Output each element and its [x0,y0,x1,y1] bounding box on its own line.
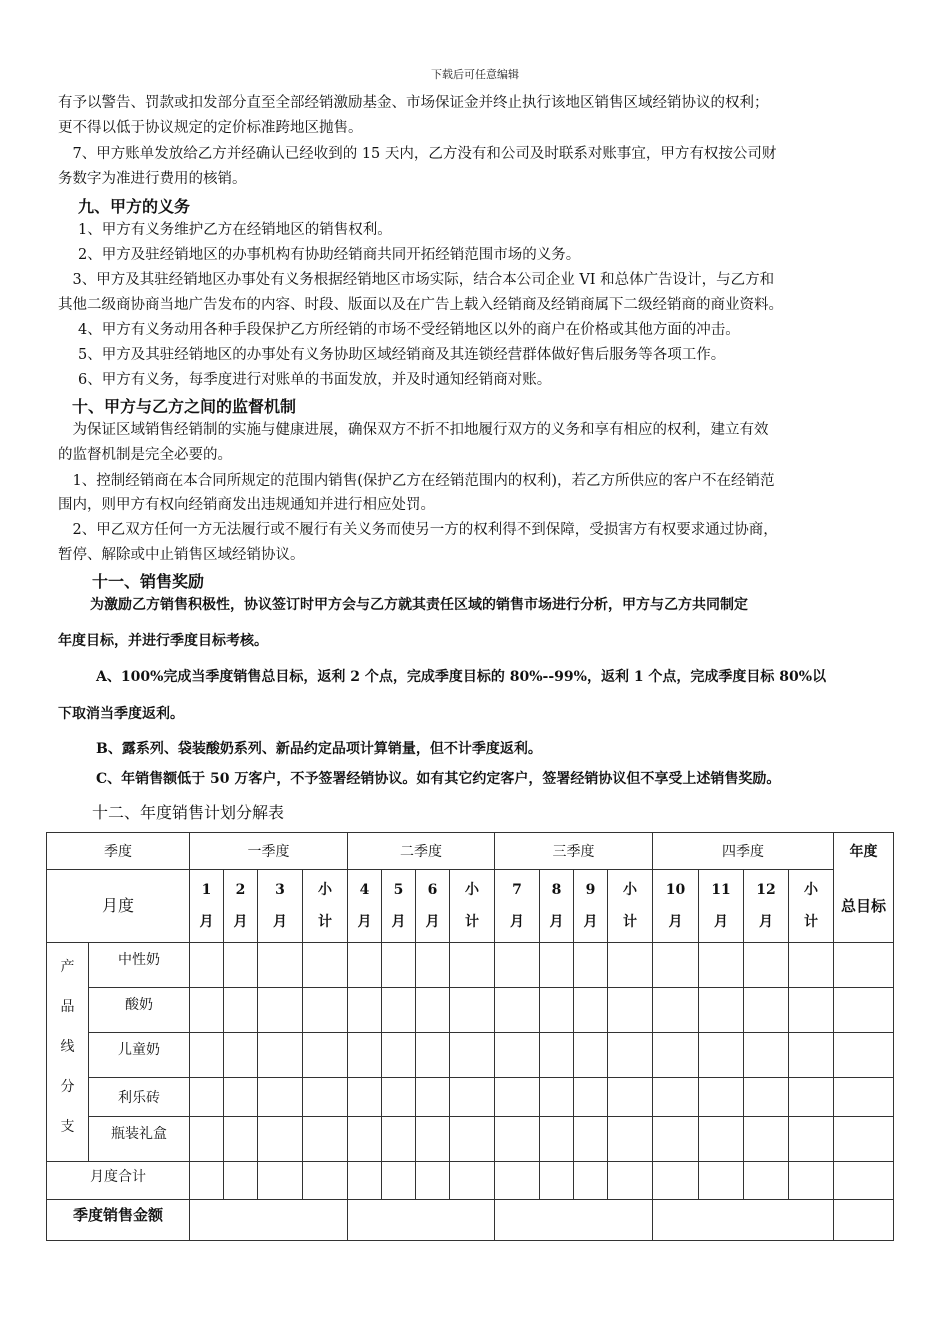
annual-sales-plan-table [46,832,894,1241]
paragraph-line: 更不得以低于协议规定的定价标准跨地区抛售。 [58,120,363,136]
quarter-1-amount[interactable] [190,1200,348,1241]
table-cell[interactable] [416,943,450,988]
table-cell[interactable] [190,1033,224,1078]
table-cell[interactable] [608,1078,653,1117]
quarter-2-amount[interactable] [348,1200,495,1241]
header-text: 计 [623,914,637,930]
table-cell[interactable] [540,1033,574,1078]
table-cell[interactable] [608,1162,653,1200]
table-cell[interactable] [608,943,653,988]
quarter-1-header: 一季度 [190,833,348,870]
section-11-line: A、100%完成当季度销售总目标，返利 2 个点，完成季度目标的 80%--99%，返利 1 个点，完成季度目标 80%以 [96,669,827,685]
subtotal-header [608,870,653,943]
table-cell[interactable] [258,943,303,988]
header-text: 月 [583,914,598,930]
header-text: 产 [60,959,75,975]
table-cell[interactable] [495,988,540,1033]
month-header [495,870,540,943]
table-cell[interactable] [574,943,608,988]
header-text: 5 [393,882,404,898]
table-cell[interactable] [450,1117,495,1162]
table-cell[interactable] [699,1078,744,1117]
table-cell[interactable] [789,1117,834,1162]
table-cell[interactable] [540,1162,574,1200]
table-cell[interactable] [450,943,495,988]
table-cell[interactable] [348,1078,382,1117]
paragraph-line: 7、甲方账单发放给乙方并经确认已经收到的 15 天内，乙方没有和公司及时联系对账事宜，甲方有权按公司财 [58,146,777,162]
table-cell[interactable] [190,988,224,1033]
table-cell[interactable] [348,943,382,988]
table-cell[interactable] [303,943,348,988]
section-9-line: 4、甲方有义务动用各种手段保护乙方所经销的市场不受经销地区以外的商户在价格或其他方面的冲击。 [78,322,740,338]
header-text: 3 [275,882,285,898]
quarter-amount-label: 季度销售金额 [47,1200,190,1241]
header-note: 下载后可任意编辑 [431,68,519,81]
table-cell[interactable] [258,1162,303,1200]
table-cell[interactable] [416,1117,450,1162]
table-cell[interactable] [348,1117,382,1162]
product-row [47,1117,894,1162]
table-cell[interactable] [834,1162,894,1200]
table-cell[interactable] [789,1162,834,1200]
table-cell[interactable] [653,988,699,1033]
header-text: 2 [235,882,246,898]
header-text: 6 [427,882,438,898]
quarter-4-amount[interactable] [653,1200,834,1241]
table-cell[interactable] [382,1162,416,1200]
table-cell[interactable] [348,988,382,1033]
annual-header-top: 年度 [834,833,894,870]
table-cell[interactable] [789,1078,834,1117]
table-cell[interactable] [382,1078,416,1117]
header-text: 支 [60,1119,75,1135]
header-text: 月 [425,914,440,930]
table-cell[interactable] [495,943,540,988]
section-9-line: 1、甲方有义务维护乙方在经销地区的销售权利。 [78,222,392,238]
section-10-line: 2、甲乙双方任何一方无法履行或不履行有关义务而使另一方的权利得不到保障，受损害方有权要求通过协商， [58,522,778,538]
table-cell[interactable] [744,1078,789,1117]
product-name: 酸奶 [89,988,190,1033]
product-row [47,1033,894,1078]
table-cell[interactable] [450,988,495,1033]
table-cell[interactable] [450,1078,495,1117]
table-cell[interactable] [495,1033,540,1078]
section-10-line: 的监督机制是完全必要的。 [58,447,232,463]
month-header [744,870,789,943]
table-cell[interactable] [834,1078,894,1117]
table-cell[interactable] [744,943,789,988]
month-header [258,870,303,943]
section-11-title: 十一、销售奖励 [92,572,205,591]
table-cell[interactable] [789,943,834,988]
table-cell[interactable] [303,1078,348,1117]
product-row [47,1078,894,1117]
table-cell[interactable] [653,1162,699,1200]
month-label: 月度 [47,870,190,943]
month-header [190,870,224,943]
section-9-line: 6、甲方有义务，每季度进行对账单的书面发放，并及时通知经销商对账。 [78,372,552,388]
month-header [224,870,258,943]
header-text: 月 [510,914,524,930]
table-cell[interactable] [224,1033,258,1078]
table-cell[interactable] [382,1033,416,1078]
table-cell[interactable] [574,1117,608,1162]
table-cell[interactable] [540,1078,574,1117]
header-text: 10 [665,882,686,898]
header-text: 月 [233,914,248,930]
quarter-2-header: 二季度 [348,833,495,870]
header-text: 计 [465,914,479,930]
table-cell[interactable] [224,1162,258,1200]
header-text: 7 [512,882,522,898]
quarter-header-row [47,833,894,870]
quarter-3-header: 三季度 [495,833,653,870]
header-text: 小 [318,882,332,898]
paragraph-line: 有予以警告、罚款或扣发部分直至全部经销激励基金、市场保证金并终止执行该地区销售区域经销协议的权利； [58,95,769,111]
section-11-line: 为激励乙方销售积极性，协议签订时甲方会与乙方就其责任区域的销售市场进行分析，甲方与乙方共同制定 [90,597,748,613]
table-cell[interactable] [744,1117,789,1162]
section-11-line: C、年销售额低于 50 万客户，不予签署经销协议。如有其它约定客户，签署经销协议但不享受上述销售奖励。 [96,771,781,787]
table-cell[interactable] [258,988,303,1033]
table-cell[interactable] [744,1162,789,1200]
header-text: 分 [60,1079,75,1095]
subtotal-header [789,870,834,943]
table-cell[interactable] [416,1162,450,1200]
table-cell[interactable] [608,1117,653,1162]
table-cell[interactable] [303,1117,348,1162]
monthly-total-label: 月度合计 [47,1162,190,1200]
subtotal-header [450,870,495,943]
table-cell[interactable] [224,943,258,988]
table-cell[interactable] [608,988,653,1033]
table-cell[interactable] [416,988,450,1033]
table-cell[interactable] [699,1117,744,1162]
month-header-row [47,870,894,943]
month-header [348,870,382,943]
header-text: 品 [60,999,75,1015]
product-row [47,988,894,1033]
month-header [653,870,699,943]
table-cell[interactable] [258,1078,303,1117]
table-cell[interactable] [653,1033,699,1078]
table-cell[interactable] [540,988,574,1033]
section-10-title: 十、甲方与乙方之间的监督机制 [72,397,297,416]
table-cell[interactable] [834,1033,894,1078]
annual-amount[interactable] [834,1200,894,1241]
header-text: 8 [551,882,562,898]
header-text: 月 [759,914,773,930]
table-cell[interactable] [416,1078,450,1117]
table-cell[interactable] [382,943,416,988]
table-cell[interactable] [608,1033,653,1078]
quarter-4-header: 四季度 [653,833,834,870]
table-cell[interactable] [744,1033,789,1078]
header-text: 月 [199,914,214,930]
table-cell[interactable] [303,1162,348,1200]
section-9-line: 3、甲方及其驻经销地区办事处有义务根据经销地区市场实际，结合本公司企业 VI 和总体广告设计，与乙方和 [58,272,775,288]
table-cell[interactable] [574,1033,608,1078]
month-header [699,870,744,943]
header-text: 月 [549,914,564,930]
section-12-title: 十二、年度销售计划分解表 [92,803,285,822]
table-cell[interactable] [382,1117,416,1162]
table-cell[interactable] [834,988,894,1033]
month-header [574,870,608,943]
month-header [382,870,416,943]
header-text: 月 [391,914,406,930]
header-text: 12 [756,882,776,898]
table-cell[interactable] [699,1033,744,1078]
table-cell[interactable] [258,1117,303,1162]
table-cell[interactable] [348,1162,382,1200]
table-cell[interactable] [574,988,608,1033]
header-text: 4 [359,882,370,898]
product-name: 瓶装礼盒 [89,1117,190,1162]
table-cell[interactable] [744,988,789,1033]
header-text: 线 [60,1039,75,1055]
section-9-line: 2、甲方及驻经销地区的办事机构有协助经销商共同开拓经销范围市场的义务。 [78,247,581,263]
section-10-line: 为保证区域销售经销制的实施与健康进展，确保双方不折不扣地履行双方的义务和享有相应的权利，建立有效 [58,422,769,438]
table-cell[interactable] [574,1162,608,1200]
header-text: 月 [668,914,683,930]
section-10-line: 暂停、解除或中止销售区域经销协议。 [58,547,305,563]
table-cell[interactable] [190,943,224,988]
quarter-label: 季度 [47,833,190,870]
table-cell[interactable] [382,988,416,1033]
header-text: 小 [465,882,479,898]
table-cell[interactable] [789,1033,834,1078]
header-text: 计 [804,914,818,930]
section-9-line: 5、甲方及其驻经销地区的办事处有义务协助区域经销商及其连锁经营群体做好售后服务等各项工作。 [78,347,726,363]
table-cell[interactable] [190,1117,224,1162]
header-text: 9 [585,882,596,898]
monthly-total-row [47,1162,894,1200]
header-text: 小 [623,882,637,898]
table-cell[interactable] [224,1117,258,1162]
table-cell[interactable] [190,1078,224,1117]
table-cell[interactable] [653,1078,699,1117]
table-cell[interactable] [653,1117,699,1162]
table-cell[interactable] [224,988,258,1033]
table-cell[interactable] [303,1033,348,1078]
paragraph-line: 务数字为准进行费用的核销。 [58,171,247,187]
section-9-line: 其他二级商协商当地广告发布的内容、时段、版面以及在广告上载入经销商及经销商属下二级经销商的商业资料。 [58,297,783,313]
header-text: 11 [711,882,731,898]
table-cell[interactable] [348,1033,382,1078]
header-text: 月 [714,914,728,930]
table-cell[interactable] [495,1078,540,1117]
product-name: 利乐砖 [89,1078,190,1117]
month-header [416,870,450,943]
table-cell[interactable] [834,1117,894,1162]
table-cell[interactable] [258,1033,303,1078]
section-11-line: 年度目标，并进行季度目标考核。 [58,633,268,649]
table-cell[interactable] [574,1078,608,1117]
table-cell[interactable] [416,1033,450,1078]
month-header [540,870,574,943]
table-cell[interactable] [699,988,744,1033]
header-text: 月 [357,914,372,930]
table-cell[interactable] [699,943,744,988]
table-cell[interactable] [495,1117,540,1162]
table-cell[interactable] [450,1162,495,1200]
product-name: 中性奶 [89,943,190,988]
table-cell[interactable] [303,988,348,1033]
product-row [47,943,894,988]
table-cell[interactable] [190,1162,224,1200]
section-11-line: 下取消当季度返利。 [58,706,184,722]
table-cell[interactable] [540,1117,574,1162]
header-text: 1 [201,882,212,898]
table-cell[interactable] [495,1162,540,1200]
table-cell[interactable] [540,943,574,988]
table-cell[interactable] [450,1033,495,1078]
section-9-title: 九、甲方的义务 [78,197,191,216]
quarter-amount-row [47,1200,894,1241]
table-cell[interactable] [653,943,699,988]
product-name: 儿童奶 [89,1033,190,1078]
section-11-line: B、露系列、袋装酸奶系列、新品约定品项计算销量，但不计季度返利。 [96,741,542,757]
header-text: 小 [804,882,818,898]
subtotal-header [303,870,348,943]
section-10-line: 1、控制经销商在本合同所规定的范围内销售(保护乙方在经销范围内的权利)，若乙方所供应的客户不在经销范 [58,473,775,489]
product-line-label [47,943,89,1162]
section-10-line: 围内，则甲方有权向经销商发出违规通知并进行相应处罚。 [58,497,435,513]
annual-target-header: 总目标 [834,870,894,943]
quarter-3-amount[interactable] [495,1200,653,1241]
table-cell[interactable] [699,1162,744,1200]
table-cell[interactable] [789,988,834,1033]
table-cell[interactable] [834,943,894,988]
table-cell[interactable] [224,1078,258,1117]
header-text: 月 [273,914,287,930]
header-text: 计 [318,914,332,930]
